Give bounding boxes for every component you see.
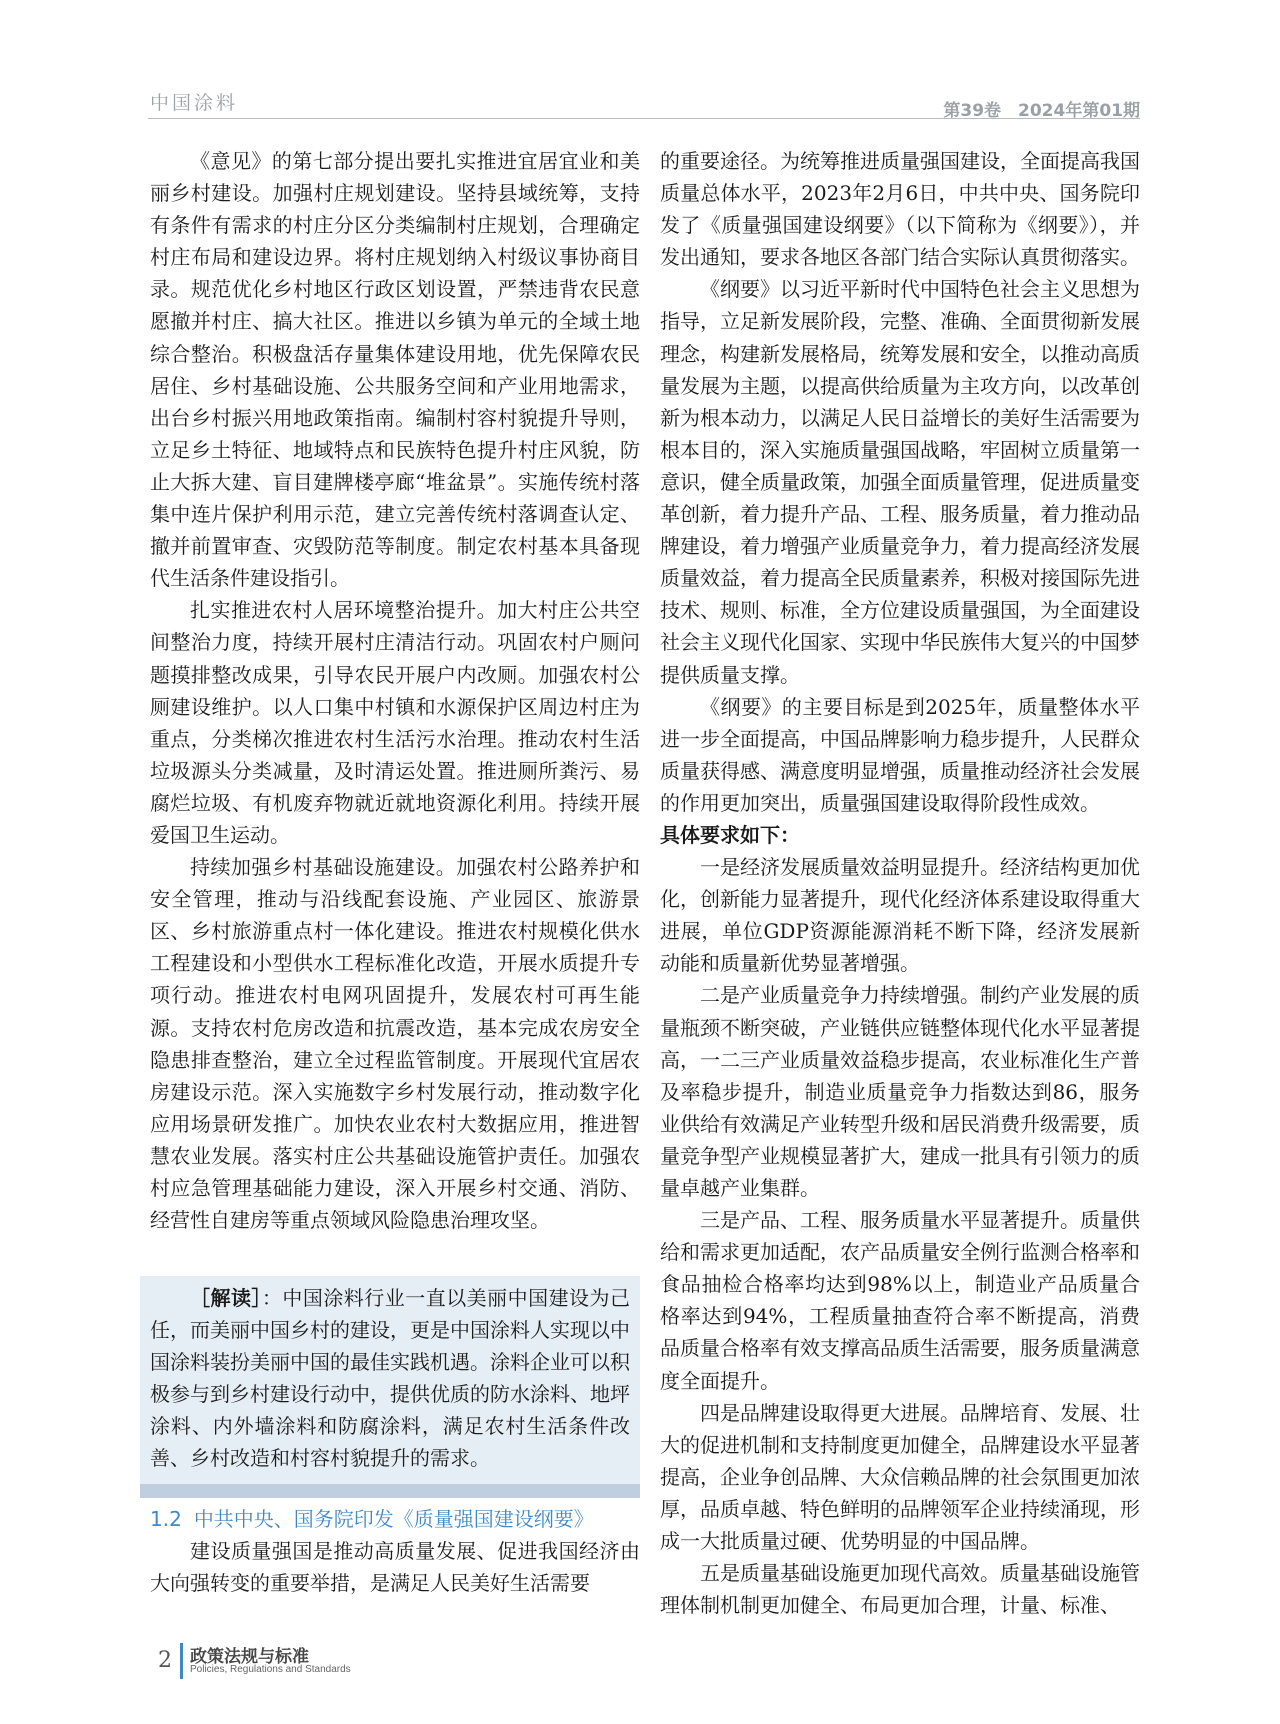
paragraph-goal-3: 三是产品、工程、服务质量水平显著提升。质量供给和需求更加适配，农产品质量安全例行监测合格率和食品抽检合格率均达到98%以上，制造业产品质量合格率达到94%，工程质量抽查符合率不断提高，消费品质量合格率有效支撑高品质生活需要，服务质量满意度全面提升。 [660, 1208, 1140, 1393]
journal-name: 中国涂料 [150, 92, 239, 114]
interpretation-box-strip [140, 1484, 640, 1498]
section-heading [150, 1503, 650, 1535]
paragraph-goal-4: 四是品牌建设取得更大进展。品牌培育、发展、壮大的促进机制和支持制度更加健全，品牌建设水平显著提高，企业争创品牌、大众信赖品牌的社会氛围更加浓厚，品质卓越、特色鲜明的品牌领军企业持续涌现，形成一大批质量过硬、优势明显的中国品牌。 [660, 1400, 1140, 1554]
paragraph-livable-village: 《意见》的第七部分提出要扎实推进宜居宜业和美丽乡村建设。加强村庄规划建设。坚持县域统筹，支持有条件有需求的村庄分区分类编制村庄规划，合理确定村庄布局和建设边界。将村庄规划纳入村级议事协商目录。规范优化乡村地区行政区划设置，严禁违背农民意愿撤并村庄、搞大社区。推进以乡镇为单元的全域土地综合整治。积极盘活存量集体建设用地，优先保障农民居住、乡村基础设施、公共服务空间和产业用地需求，出台乡村振兴用地政策指南。编制村容村貌提升导则，立足乡土特征、地域特点和民族特色提升村庄风貌，防止大拆大建、盲目建牌楼亭廊“堆盆景”。实施传统村落集中连片保护利用示范，建立完善传统村落调查认定、撤并前置审查、灾毁防范等制度。制定农村基本具备现代生活条件建设指引。 [150, 149, 640, 591]
left-column [150, 145, 640, 1236]
right-column [660, 145, 1140, 1621]
section-intro [150, 1535, 640, 1599]
paragraph-goal-2: 二是产业质量竞争力持续增强。制约产业发展的质量瓶颈不断突破，产业链供应链整体现代化水平显著提高，一二三产业质量效益稳步提高，农业标准化生产普及率稳步提升，制造业质量竞争力指数达到86，服务业供给有效满足产业转型升级和居民消费升级需要，质量竞争型产业规模显著扩大，建成一批具有引领力的质量卓越产业集群。 [660, 983, 1140, 1200]
paragraph-requirements-lead: 具体要求如下： [660, 822, 800, 847]
paragraph-goal-1: 一是经济发展质量效益明显提升。经济结构更加优化，创新能力显著提升，现代化经济体系建设取得重大进展，单位GDP资源能源消耗不断下降，经济发展新动能和质量新优势显著增强。 [660, 855, 1140, 976]
footer-section-title: 政策法规与标准 [190, 1647, 309, 1667]
section-number: 1.2 [150, 1507, 182, 1531]
paragraph-living-environment: 扎实推进农村人居环境整治提升。加大村庄公共空间整治力度，持续开展村庄清洁行动。巩固农村户厕问题摸排整改成果，引导农民开展户内改厕。加强农村公厕建设维护。以人口集中村镇和水源保护区周边村庄为重点，分类梯次推进农村生活污水治理。推动农村生活垃圾源头分类减量，及时清运处置。推进厕所粪污、易腐烂垃圾、有机废弃物就近就地资源化利用。持续开展爱国卫生运动。 [150, 598, 640, 847]
paragraph-continuation: 的重要途径。为统筹推进质量强国建设，全面提高我国质量总体水平，2023年2月6日，中共中央、国务院印发了《质量强国建设纲要》（以下简称为《纲要》），并发出通知，要求各地区各部门结合实际认真贯彻落实。 [660, 149, 1140, 270]
interpretation-body: ：中国涂料行业一直以美丽中国建设为己任，而美丽中国乡村的建设，更是中国涂料人实现以中国涂料装扮美丽中国的最佳实践机遇。涂料企业可以积极参与到乡村建设行动中，提供优质的防水涂料、地坪涂料、内外墙涂料和防腐涂料，满足农村生活条件改善、乡村改造和村容村貌提升的需求。 [150, 1286, 631, 1471]
interpretation-tag: ［解读］ [190, 1286, 262, 1310]
footer-accent-bar [180, 1643, 183, 1679]
page-number: 2 [158, 1648, 172, 1673]
header-divider [148, 118, 1140, 119]
paragraph-goal-5: 五是质量基础设施更加现代高效。质量基础设施管理体制机制更加健全、布局更加合理，计量、标准、 [660, 1561, 1140, 1618]
paragraph-infrastructure: 持续加强乡村基础设施建设。加强农村公路养护和安全管理，推动与沿线配套设施、产业园区、旅游景区、乡村旅游重点村一体化建设。推进农村规模化供水工程建设和小型供水工程标准化改造，开展水质提升专项行动。推进农村电网巩固提升，发展农村可再生能源。支持农村危房改造和抗震改造，基本完成农房安全隐患排查整治，建立全过程监管制度。开展现代宜居农房建设示范。深入实施数字乡村发展行动，推动数字化应用场景研发推广。加快农业农村大数据应用，推进智慧农业发展。落实村庄公共基础设施管护责任。加强农村应急管理基础能力建设，深入开展乡村交通、消防、经营性自建房等重点领域风险隐患治理攻坚。 [150, 855, 640, 1233]
interpretation-text [150, 1282, 630, 1475]
paragraph-main-goal: 《纲要》的主要目标是到2025年，质量整体水平进一步全面提高，中国品牌影响力稳步提升，人民群众质量获得感、满意度明显增强，质量推动经济社会发展的作用更加突出，质量强国建设取得阶段性成效。 [660, 694, 1140, 815]
paragraph-quality-intro: 建设质量强国是推动高质量发展、促进我国经济由大向强转变的重要举措，是满足人民美好生活需要 [150, 1539, 640, 1596]
issue-info: 第39卷 2024年第01期 [943, 101, 1140, 121]
section-title: 中共中央、国务院印发《质量强国建设纲要》 [193, 1507, 594, 1531]
interpretation-box [140, 1276, 640, 1498]
footer-section-subtitle: Policies, Regulations and Standards [190, 1664, 351, 1675]
paragraph-guideline: 《纲要》以习近平新时代中国特色社会主义思想为指导，立足新发展阶段，完整、准确、全面贯彻新发展理念，构建新发展格局，统筹发展和安全，以推动高质量发展为主题，以提高供给质量为主攻方向，以改革创新为根本动力，以满足人民日益增长的美好生活需要为根本目的，深入实施质量强国战略，牢固树立质量第一意识，健全质量政策，加强全面质量管理，促进质量变革创新，着力提升产品、工程、服务质量，着力推动品牌建设，着力增强产业质量竞争力，着力提高经济发展质量效益，着力提高全民质量素养，积极对接国际先进技术、规则、标准，全方位建设质量强国，为全面建设社会主义现代化国家、实现中华民族伟大复兴的中国梦提供质量支撑。 [660, 277, 1140, 687]
